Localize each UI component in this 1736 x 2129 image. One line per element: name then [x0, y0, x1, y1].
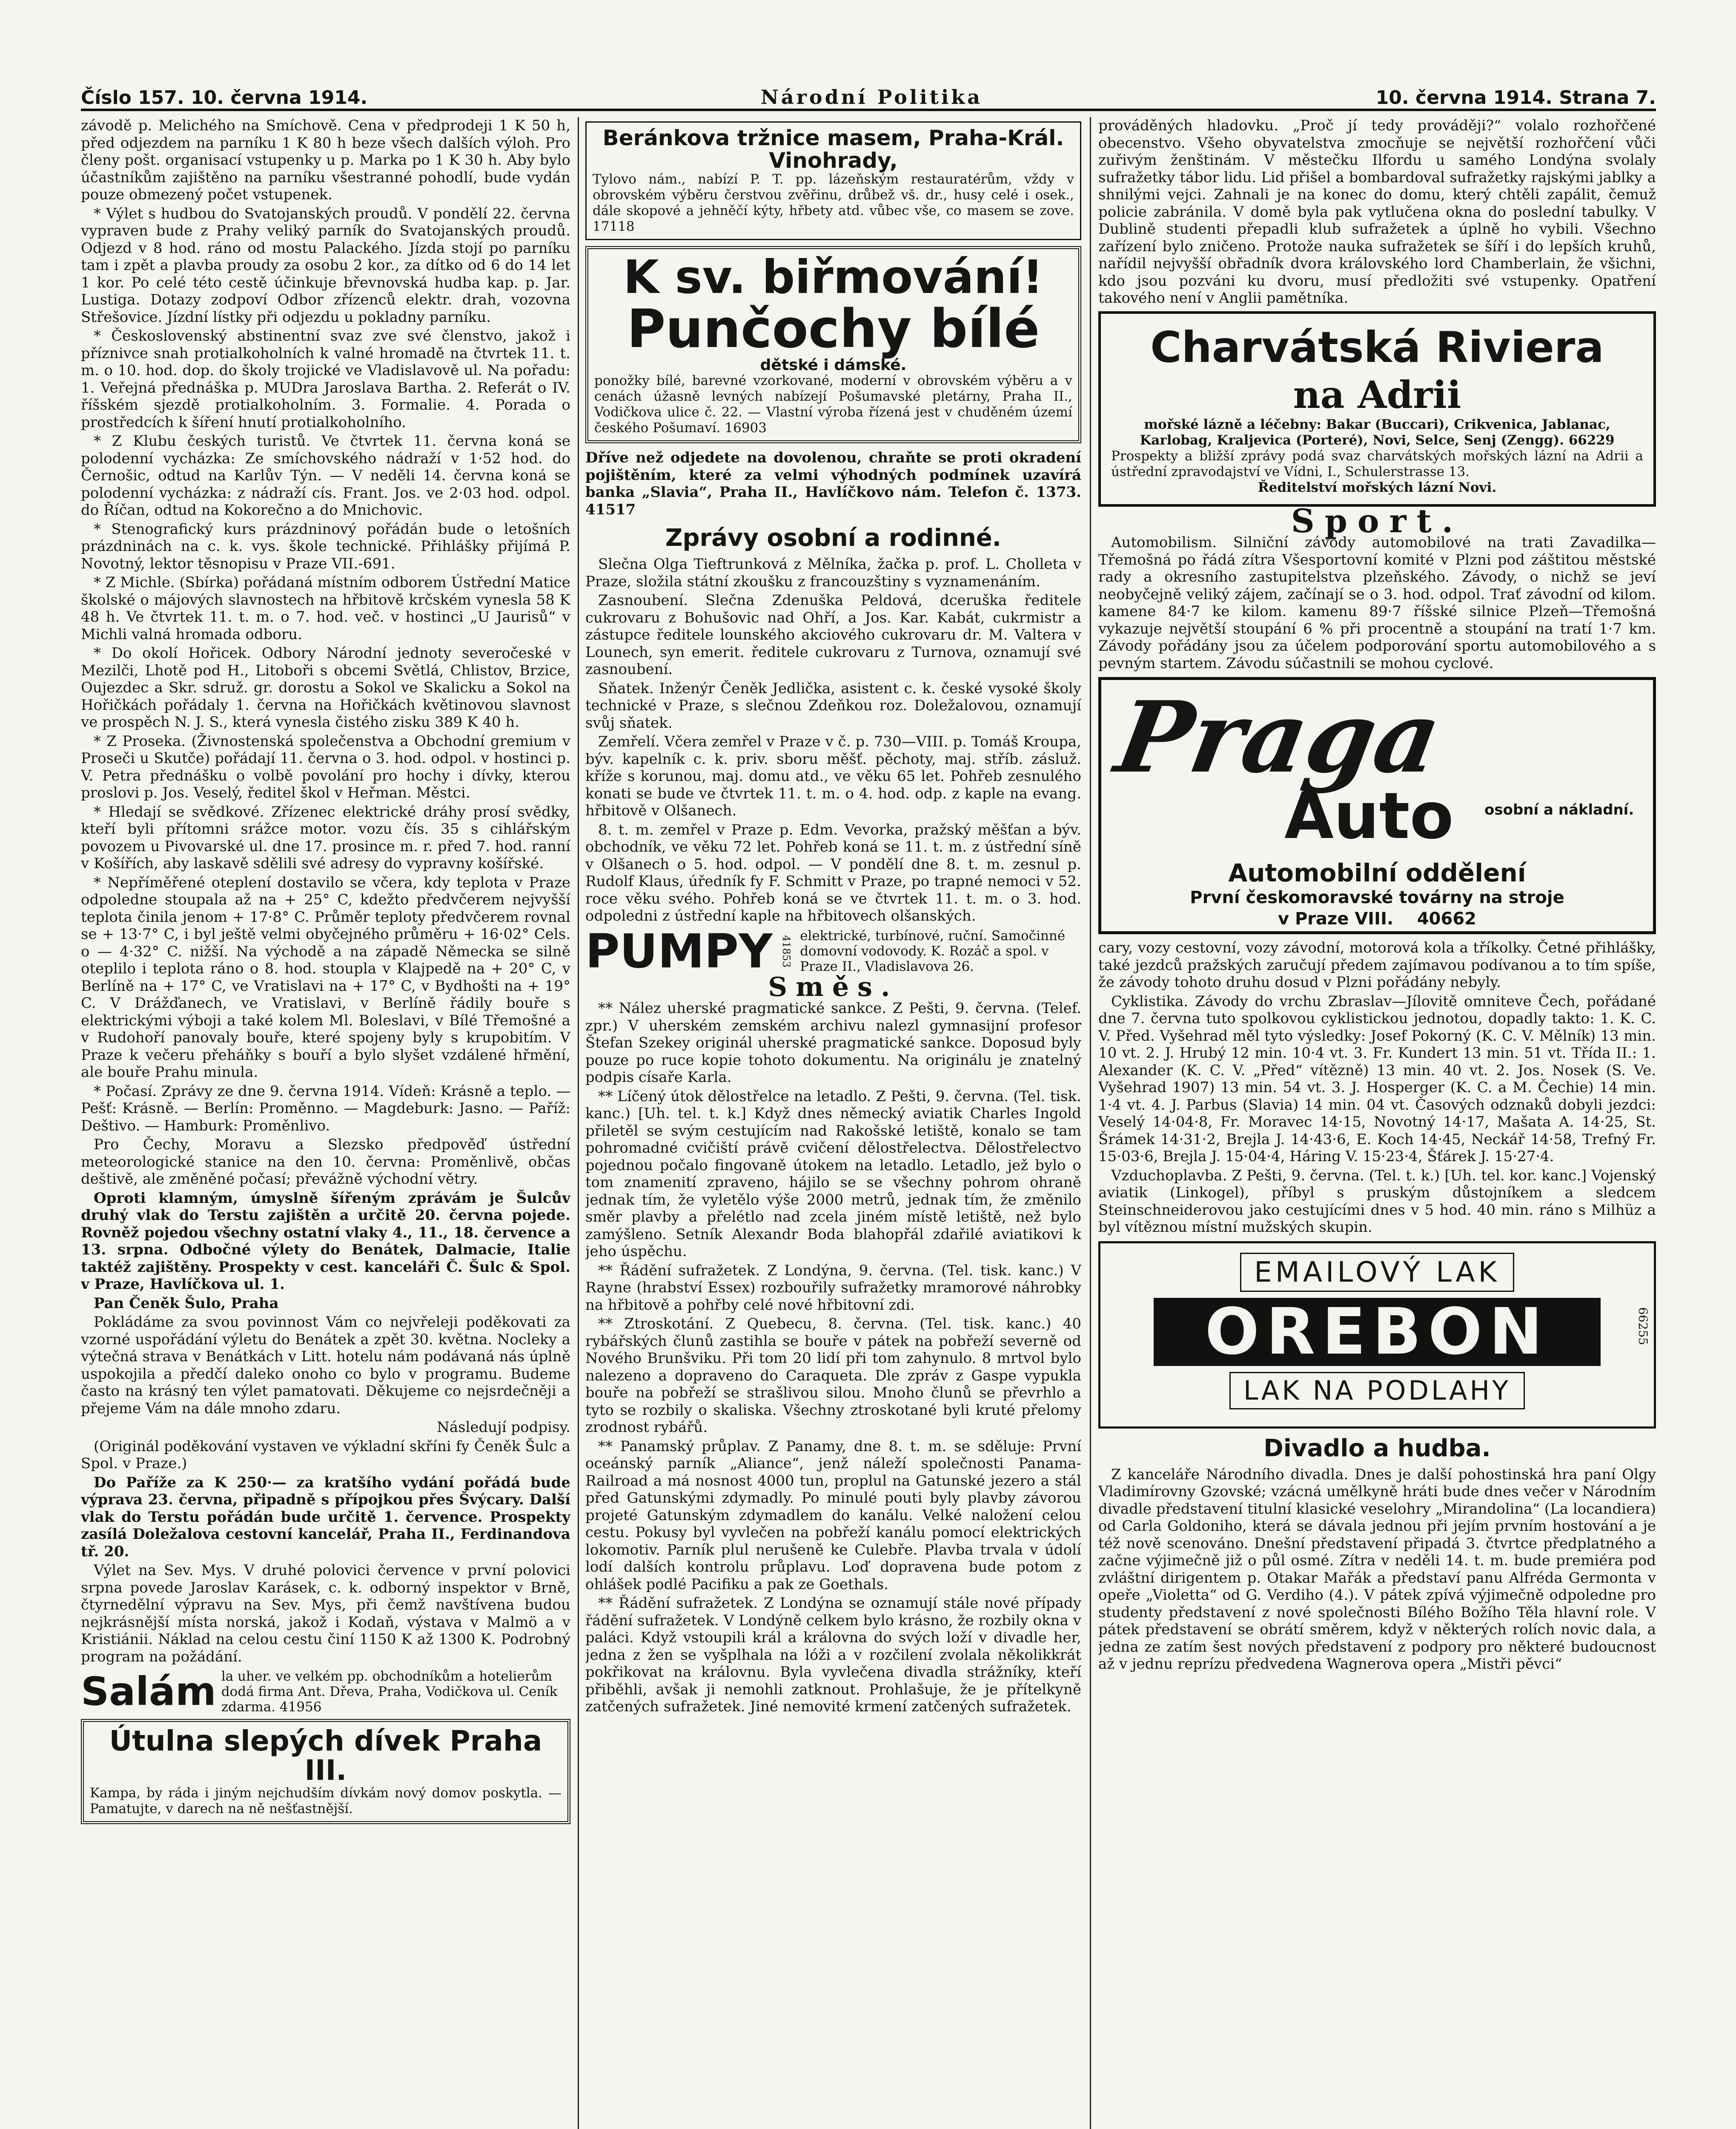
- puncochy-advertisement: [585, 246, 1081, 443]
- utulna-advertisement: [81, 1719, 570, 1824]
- praga-advertisement: [1098, 677, 1656, 934]
- slavia-advertisement: Dříve než odjedete na dovolenou, chraňte se proti okradení pojištěním, které za velmi výhodných podmínek uzavírá banka „Slavia“, Praha II., Havlíčkovo nám. Telefon č. 1373. 41517: [585, 449, 1081, 518]
- article-paragraph: * Československý abstinentní svaz zve své členstvo, jakož i příznivce snah protialkoholních k valné hromadě na čtvrtek 11. t. m. o 10. hod. dop. do školy trojické ve Vladislavově ul. Na pořadu: 1. Veřejná přednáška p. MUDra Jaroslava Bartha. 2. Referát o IV. říšském sjezdě protialkoholním. 3. Formalie. 4. Porada o prostředcích k šíření hnutí protialkoholního.: [81, 327, 570, 431]
- utulna-text: Kampa, by ráda i jiným nejchudším dívkám nový domov poskytla. — Pamatujte, v darech na ně nešťastnější.: [90, 1785, 561, 1816]
- pumpy-advertisement: [585, 924, 1081, 978]
- pumpy-word: PUMPY: [585, 924, 773, 978]
- issue-info: Číslo 157. 10. června 1914.: [81, 87, 368, 109]
- salam-text: la uher. ve velkém pp. obchodníkům a hotelierům dodá firma Ant. Dřeva, Praha, Vodičkova ul. Ceník zdarma. 41956: [221, 1669, 558, 1715]
- praga-line-1: Automobilní oddělení: [1228, 858, 1526, 887]
- article-paragraph: * Hledají se svědkové. Zřízenec elektrické dráhy prosí svědky, kteří byli přítomni srážce motor. vozu čís. 35 s cihlářským povozem u Pivovarské ul. dne 17. prosince m. r. před 7. hod. ranní v Košířích, aby laskavě sdělili své adresy do vypravny košířské.: [81, 803, 570, 872]
- article-paragraph: závodě p. Melichého na Smíchově. Cena v předprodeji 1 K 50 h, před odjezdem na parníku 1 K 80 h beze všech dalších výloh. Pro členy pošt. organisací vstupenky u p. Marka po 1 K 30 h. Aby bylo účastníkům zajištěno na parníku všestranné pohodlí, bude vydán pouze obmezený počet vstupenek.: [81, 117, 570, 203]
- orebon-line-1: EMAILOVÝ LAK: [1240, 1253, 1514, 1292]
- column-middle: [585, 117, 1081, 2129]
- date-page-info: 10. června 1914. Strana 7.: [1375, 87, 1656, 109]
- newspaper-title: Národní Politika: [760, 86, 983, 109]
- article-paragraph: Pro Čechy, Moravu a Slezsko předpověď ústřední meteorologické stanice na den 10. června: Proměnlivě, občas deštivě, ale změněné počasí; převážně východní větry.: [81, 1136, 570, 1188]
- praga-side-text: osobní a nákladní.: [1484, 801, 1634, 818]
- article-paragraph: Slečna Olga Tieftrunková z Mělníka, žačka p. prof. L. Cholleta v Praze, složila státní zkoušku z francouzštiny s vyznamenáním.: [585, 556, 1081, 590]
- pumpy-text: elektrické, turbínové, ruční. Samočinné domovní vodovody. K. Rozáč a spol. v Praze II., Vladislavova 26.: [800, 928, 1066, 974]
- orebon-line-3: LAK NA PODLAHY: [1229, 1372, 1525, 1409]
- section-heading-sport: Sport.: [1291, 502, 1464, 540]
- article-paragraph: * Výlet s hudbou do Svatojanských proudů. V pondělí 22. června vypraven bude z Prahy veliký parník do Svatojanských proudů. Odjezd v 8 hod. ráno od mostu Palackého. Jízda stojí po parníku tam i zpět a plavba proudy za osobu 2 kor., za dítko od 6 do 14 let 1 kor. Po celé této cestě účinkuje břevnovská hudba kap. p. Jar. Lustiga. Dotazy zodpoví Odbor zřízenců elektr. drah, vozovna Střešovice. Jízdní lístky při odjezdu u pokladny parníku.: [81, 205, 570, 326]
- praga-logo: Praga: [1108, 680, 1449, 795]
- article-paragraph: * Z Klubu českých turistů. Ve čtvrtek 11. června koná se polodenní vycházka: Ze smíchovského nádraží v 1·52 hod. do Černošic, odtud na Karlův Týn. — V neděli 14. června koná se polodenní vycházka: z nádraží cís. Frant. Jos. ve 2·03 hod. odpol. do Říčan, odtud na Kokorečno a do Mnichovic.: [81, 433, 570, 519]
- praga-line-2: První českomoravské továrny na stroje: [1190, 888, 1564, 907]
- praga-line-3: [1101, 908, 1653, 930]
- puncochy-text: ponožky bílé, barevné vzorkované, moderní v obrovském výběru a v cenách úžasně levných nabízejí Pošumavské pletárny, Praha II., Vodičkova ulice č. 22. — Vlastní výroba řízená jest v chuděném území českého Pošumaví. 16903: [594, 373, 1072, 436]
- puncochy-subheading: dětské i dámské.: [760, 356, 907, 374]
- salam-advertisement: [81, 1669, 570, 1715]
- article-paragraph: Automobilism. Silniční závody automobilové na trati Zavadilka—Třemošná po řádá zítra Všesportovní komité v Plzni pod záštitou městské rady a okresního zastupitelstva plzeňského. Závody, o nichž se jeví neobyčejně veliký zájem, začínají se o 3. hod. odpol. Trať závodní od kilom. kamene 84·7 ke kilom. kamenu 89·7 říšské silnice Plzeň—Třemošná vykazuje největší stoupání 6 % při procentně a stoupání na tratí 1·7 km. Závody pořádány jsou za účelem podporování sportu automobilového a s pevným startem. Závodu súčastnili se mohou cyclové.: [1098, 534, 1656, 672]
- orebon-advertisement: [1098, 1241, 1656, 1429]
- puncochy-heading: Punčochy bílé: [627, 298, 1040, 360]
- column-divider: [1090, 117, 1091, 2129]
- praga-details: [1101, 859, 1653, 930]
- advertisement-text: Do Paříže za K 250·— za kratšího vydání pořádá bude výprava 23. června, připadně s přípojkou přes Švýcary. Další vlak do Terstu pořádán bude určitě 1. července. Prospekty zasílá Doležalova cestovní kancelář, Praha II., Ferdinandova tř. 20.: [81, 1474, 570, 1560]
- letter-address: Pan Čeněk Šulo, Praha: [94, 1294, 279, 1312]
- article-paragraph: ** Řádění sufražetek. Z Londýna se oznamují stále nové případy řádění sufražetek. V Londýně celkem bylo krásno, že rozbily okna v paláci. Když vstoupili král a královna do svých loží v divadle her, jedna z žen se vyšplhala na lóži a v rozčilení zvolala několikkrát pokřikovat na královnu. Byla vyvlečena divadla strážníky, kteří přiběhli, avšak ji nemohli zatknout. Prohlašuje, že je přítelkyně zatčených sufražetek. Jiné nemovité krmení zatčených sufražetek.: [585, 1595, 1081, 1716]
- praga-address: v Praze VIII.: [1278, 909, 1394, 929]
- article-paragraph: Cyklistika. Závody do vrchu Zbraslav—Jílovitě omniteve Čech, pořádané dne 7. června tuto spolkovou cyklistickou jednotou, dopadly takto: 1. K. C. V. Před. Vyšehrad měl tyto výsledky: Josef Pokorný (K. C. V. Mělník) 13 min. 10 vt. 2. J. Hrubý 12 min. 10·4 vt. 3. Fr. Kundert 13 min. 51 vt. Třída II.: 1. Alexander (K. C. V. „Před“ vítězně) 13 min. 40 vt. 2. Jos. Nosek (S. Ve. Vyšehrad 1907) 13 min. 54 vt. 3. J. Hosperger (K. C. a M. Čechie) 14 min. 1·4 vt. 4. J. Parbus (Slavia) 14 min. 04 vt. Časových odznaků dobyli jezdci: Veselý 14·04·8, Fr. Moravec 14·15, Novotný 14·17, Mašata A. 14·25, St. Šrámek 14·31·2, Brejla J. 14·43·6, E. Koch 14·45, Neckář 14·58, Trefný Fr. 15·03·6, Brejla J. 15·04·4, Háring V. 15·23·4, Šťárek J. 15·27·4.: [1098, 993, 1656, 1165]
- article-paragraph: * Stenografický kurs prázdninový pořádán bude o letošních prázdninách na c. k. vys. škole technické. Přihlášky přijímá P. Novotný, lektor těsnopisu v Praze VII.-691.: [81, 520, 570, 572]
- article-paragraph: ** Nález uherské pragmatické sankce. Z Pešti, 9. června. (Telef. zpr.) V uherském zemském archivu nalezl gymnasijní profesor Štefan Szekey originál uherské pragmatické sankce. Doposud byly pouze po ruce kopie tohoto dokumentu. Na originálu je znatelný podpis císaře Karla.: [585, 1000, 1081, 1086]
- orebon-number: 66255: [1636, 1307, 1650, 1345]
- berankova-title: Beránkova tržnice masem, Praha-Král. Vinohrady,: [602, 126, 1064, 173]
- charvatska-advertisement: [1098, 311, 1656, 507]
- section-heading-misc: Směs.: [768, 971, 899, 1002]
- article-paragraph: ** Ztroskotání. Z Quebecu, 8. června. (Tel. tisk. kanc.) 40 rybářských člunů zastihla se bouře v pátek na pobřeží severně od Nového Brunšviku. Při tom 20 lidí při tom zahynulo. 8 mrtvol bylo nalezeno a dopraveno do Caraqueta. Dle zpráv z Gaspe vypukla bouře na pobřeží se strašlivou silou. Mnoho člunů se převrhlo a tyto se rozbily o skaliska. Všechny ztroskotané byli kruté přelomy zrodnost rybářů.: [585, 1315, 1081, 1436]
- charvatska-signature: Ředitelství mořských lázní Novi.: [1258, 479, 1497, 495]
- salam-word: Salám: [81, 1669, 216, 1714]
- article-paragraph: Zasnoubení. Slečna Zdenuška Peldová, dceruška ředitele cukrovaru z Bohušovic nad Ohří, a Jos. Kar. Kabát, cukrmistr a zástupce ředitele lounského akciového cukrovaru dr. M. Valtera v Lounech, syn emerit. ředitele cukrovaru z Turnova, oznamují své zasnoubení.: [585, 592, 1081, 678]
- letter-note: (Originál poděkování vystaven ve výkladní skříni fy Čeněk Šulc a Spol. v Praze.): [81, 1438, 570, 1472]
- article-paragraph: prováděných hladovku. „Proč jí tedy prováději?“ volalo rozhořčené obecenstvo. Všeho obyvatelstva zmocňuje se největší rozhořčení vůči zuřivým ženštinám. V městečku Ilfordu u samého Londýna svolaly sufražetky tábor lidu. Lid přišel a bombardoval sufražetky rajskými jablky a shnilými vejci. Zahnali je na konec do domu, který chtěli zapálit, čemuž policie zabránila. V domě byla pak vytlučena okna do poslední tabulky. V Dublině studenti přepadli klub sufražetek a úplně ho vybili. Všechno zařízení bylo zničeno. Protože nauka sufražetek se šíří i do lepších kruhů, nařídil nejvyšší obřadník dvora královského lord Chamberlain, že všichni, kdo jsou pozváni ku dvoru, musí předložiti své vstupenky. Opatření takového není v Anglii pamětníka.: [1098, 117, 1656, 307]
- article-paragraph: Zemřelí. Včera zemřel v Praze v č. p. 730—VIII. p. Tomáš Kroupa, býv. kapelník c. k. priv. sboru měšť. pěchoty, maj. stříb. zásluž. kříže s korunou, maj. domu atd., ve věku 65 let. Pohřeb zesnulého konati se bude ve čtvrtek 11. t. m. o 4. hod. odp. z kaple na evang. hřbitově v Olšanech.: [585, 733, 1081, 820]
- charvatska-title: Charvátská Riviera: [1150, 322, 1604, 372]
- article-paragraph: cary, vozy cestovní, vozy závodní, motorová kola a tříkolky. Četné přihlášky, také jezdců pražských zaručují předem zajímavou podívanou a to tím spíše, že závody tohoto druhu dosud v Plzni pořádány nebyly.: [1098, 939, 1656, 991]
- advertisement-text: Oproti klamným, úmyslně šířeným zprávám je Šulcův druhý vlak do Terstu zajištěn a určitě 20. června pojede. Rovněž pojedou všechny ostatní vlaky 4., 11., 18. července a 13. srpna. Odbočné výlety do Benátek, Dalmacie, Italie taktéž zajištěny. Prospekty v cest. kanceláři Č. Šulc & Spol. v Praze, Havlíčkova ul. 1.: [81, 1189, 570, 1293]
- birmovani-heading: K sv. biřmování!: [623, 251, 1043, 304]
- article-paragraph: ** Líčený útok dělostřelce na letadlo. Z Pešti, 9. června. (Tel. tisk. kanc.) [Uh. tel. t. k.] Když dnes německý aviatik Charles Ingold přiletěl se svým cestujícím nad Rakošské letiště, konalo se tam pohromadné cvičiští právě cvičení dělostřelectva. Dělostřelectvo pojednou počalo fingovaně útokem na letadlo. Letadlo, jež bylo o tom znamenití zpraveno, hájilo se se všechny pohrom ohraně jednak tím, že vyletělo výše 2000 metrů, jednak tím, že změnilo směr plavby a přelétlo nad zcela jiném místě letiště, než bylo zamýšleno. Setník Alexandr Boda blahopřál zdařilé aviatikovi k jeho úspěchu.: [585, 1087, 1081, 1260]
- column-right: [1098, 117, 1656, 2129]
- section-heading-theatre: Divadlo a hudba.: [1263, 1434, 1491, 1462]
- article-paragraph: ** Panamský průplav. Z Panamy, dne 8. t. m. se sděluje: První oceánský parník „Aliance“, jenž náleží společnosti Panama-Railroad a má nosnost 4000 tun, proplul na Gatunské jezero a stál před Gatunskými zdymadly. Po minulé pouti byly plavby závorou projeté Gatunským zdymadlem do kanálu. Velké naložení celou cestu. Pokusy byl vyvlečen na pobřeží kanálu pomocí elektrických lokomotiv. Parník plul nerušeně ke Culebře. Plavba trvala v údolí lodí dalších kontrolu průplavu. Loď dopravena bude potom z ohlášek podlé Pacifiku a pak ze Goethals.: [585, 1438, 1081, 1593]
- section-heading-personal: Zprávy osobní a rodinné.: [665, 524, 1002, 552]
- utulna-title: Útulna slepých dívek Praha III.: [109, 1724, 542, 1787]
- column-divider: [578, 117, 579, 2129]
- article-paragraph: * Nepříměřené oteplení dostavilo se včera, kdy teplota v Praze odpoledne stoupala až na + 25° C, kdežto předvčerem nejvyšší teplota činila jenom + 17·8° C. Průměr teploty předvčerem rovnal se + 13·7° C, i byl ještě velmi obyčejného průměru + 16·02° Cels. o — 4·32° C. nižší. Na východě a na západě Německa se silně oteplilo i teplota ráno o 8. hod. stoupla v Klajpedě na + 20° C, v Berlíně na + 17° C, ve Vratislavi na + 17° C, v Bydhošti na + 19° C. V Drážďanech, ve Vratislavi, v Berlíně řádily bouře s elektrickými výboji a také kolem Ml. Boleslavi, v Bílé Třemošné a v Rudohoří panovaly bouře, které spojeny byly s krupobitím. V Praze k večeru přeháňky s bouří a bylo slyšet vzdálené hřmění, ale bouře Prahu minula.: [81, 874, 570, 1081]
- letter-body: Pokládáme za svou povinnost Vám co nejvřeleji poděkovati za vzorné uspořádání výletu do Benátek a zpět 30. května. Nocleky a výtečná strava v Benátkách v Litt. hotelu nám podávaná nás úplně uspokojila a předčí daleko onoho co bylo v programu. Budeme často na krásný ten výlet pamatovati. Děkujeme co nejsrdečněji a přejeme Vám na dále mnoho zdaru.: [81, 1314, 570, 1417]
- article-paragraph: Vzduchoplavba. Z Pešti, 9. června. (Tel. t. k.) [Uh. tel. kor. kanc.] Vojenský aviatik (Linkogel), příbyl s pruským důstojníkem a sledcem Steinschneiderovou jako cestujícími dnes v 5 hod. 40 min. ráno s Milhüz a byl vítěznou místní mužských skupin.: [1098, 1167, 1656, 1236]
- article-paragraph: 8. t. m. zemřel v Praze p. Edm. Vevorka, pražský měšťan a býv. obchodník, ve věku 72 let. Pohřeb koná se 11. t. m. z ústřední síně v Olšanech o 5. hod. odpol. — V pondělí dne 8. t. m. zesnul p. Rudolf Klaus, úředník fy F. Schmitt v Praze, po trapné nemoci v 52. roce věku svého. Pohřeb koná se ve čtvrtek 11. t. m. o 3. hod. odpoledni z ústřední kaple na hřbitovech olšanských.: [585, 821, 1081, 925]
- berankova-advertisement: [585, 121, 1081, 240]
- praga-number: 40662: [1417, 909, 1477, 929]
- article-paragraph: * Z Proseka. (Živnostenská společenstva a Obchodní gremium v Proseči u Skutče) pořádají 11. června o 3. hod. odpol. v hostinci p. V. Petra přednášku o volbě povolání pro hochy i dívky, kterou proslovi p. Jos. Veselý, ředitel škol v Heřman. Městci.: [81, 732, 570, 801]
- letter-signatures: Následují podpisy.: [437, 1419, 570, 1436]
- article-paragraph: * Počasí. Zprávy ze dne 9. června 1914. Vídeň: Krásně a teplo. — Pešť: Krásně. — Berlín: Proměnno. — Magdeburk: Jasno. — Paříž: Deštivo. — Hamburk: Proměnlivo.: [81, 1082, 570, 1134]
- praga-auto-word: Auto: [1284, 779, 1454, 853]
- charvatska-text: Prospekty a bližší zprávy podá svaz charvátských mořských lázní na Adrii a ústřední zpravodajství ve Vídni, I., Schulerstrasse 13.: [1111, 448, 1643, 479]
- orebon-brand: OREBON: [1154, 1298, 1601, 1366]
- article-paragraph: ** Řádění sufražetek. Z Londýna, 9. června. (Tel. tisk. kanc.) V Rayne (hrabství Essex) rozbouřily sufražetky mramorové náhrobky na hřbitově a pohřby celé nové hřbitovní zdi.: [585, 1262, 1081, 1314]
- article-paragraph: * Z Michle. (Sbírka) pořádaná místním odborem Ústřední Matice školské o májových slavnostech na hřbitově krčském vynesla 58 K 48 h. Ve čtvrtek 11. t. m. o 7. hod. več. v hostinci „U Jaurisů“ v Michli valná hromada odboru.: [81, 574, 570, 643]
- charvatska-subtitle: na Adrii: [1293, 372, 1461, 417]
- column-left: [81, 117, 570, 2129]
- article-paragraph: Sňatek. Inženýr Čeněk Jedlička, asistent c. k. české vysoké školy technické v Praze, s slečnou Zdeňkou roz. Doležalovou, oznamují svůj sňatek.: [585, 680, 1081, 732]
- berankova-text: Tylovo nám., nabízí P. T. pp. lázeňským restauratérům, vždy v obrovském výběru čerstvou zvěřinu, drůbež vš. dr., husy celé i osek., dále skopové a jehněčí kýty, hřbety atd. vůbec vše, co masem se zove. 17118: [593, 172, 1074, 234]
- page-header: [81, 79, 1656, 111]
- article-paragraph: * Do okolí Hořicek. Odbory Národní jednoty severočeské v Mezilči, Lhotě pod H., Litoboři s obcemi Světlá, Chlistov, Brzice, Oujezdec a Skr. sdruž. gr. dorostu a Sokol ve Skalicku a Sokol na Hořičkách pořádaly 1. června na Hořičkách květinovou slavnost ve prospěch N. J. S., která vynesla čistého zisku 389 K 40 h.: [81, 645, 570, 731]
- pumpy-number: 41853: [780, 935, 793, 968]
- charvatska-towns: mořské lázně a léčebny: Bakar (Buccari), Crikvenica, Jablanac, Karlobag, Kraljevica (Porteré), Novi, Selce, Senj (Zengg). 66229: [1140, 416, 1615, 448]
- article-paragraph: Z kanceláře Národního divadla. Dnes je další pohostinská hra paní Olgy Vladimírovny Gzovské; vzácná umělkyně hráti bude dnes večer v Národním divadle představení titulní klasické veselohry „Mirandolina“ (La locandiera) od Carla Goldoniho, která se dávala jednou při jejím prvním hostování a je též nově scenováno. Dnešní představení připadá 3. čtvrtce předplatného a začne výjimečně již o půl osmé. Zítra v neděli 14. t. m. bude premiéra pod zvláštní dirigentem p. Otakar Mařák a představí panu Alfréda Germonta v opeře „Violetta“ od G. Verdiho (4.). V pátek zpívá výjimečně odpoledne pro studenty představení z nové společnosti Bílého Božího Těla hlavní role. V pátek představení se obrátí směrem, když v některých rolích novic dala, a jedna ze zatím šest nových představení z podpory pro některé budoucnost až v jednu reprízu předvedena Wagnerova opera „Mistři pěvci“: [1098, 1466, 1656, 1673]
- article-paragraph: Výlet na Sev. Mys. V druhé polovici července v první polovici srpna povede Jaroslav Karásek, c. k. odborný inspektor v Brně, čtyrnedělní výpravu na Sev. Mys, při čemž navštívena budou nejkrásnější místa norská, jakož i Kodaň, výstava v Malmö a v Kristiánii. Náklad na celou cestu činí 1150 K až 1300 K. Podrobný program na požádání.: [81, 1562, 570, 1665]
